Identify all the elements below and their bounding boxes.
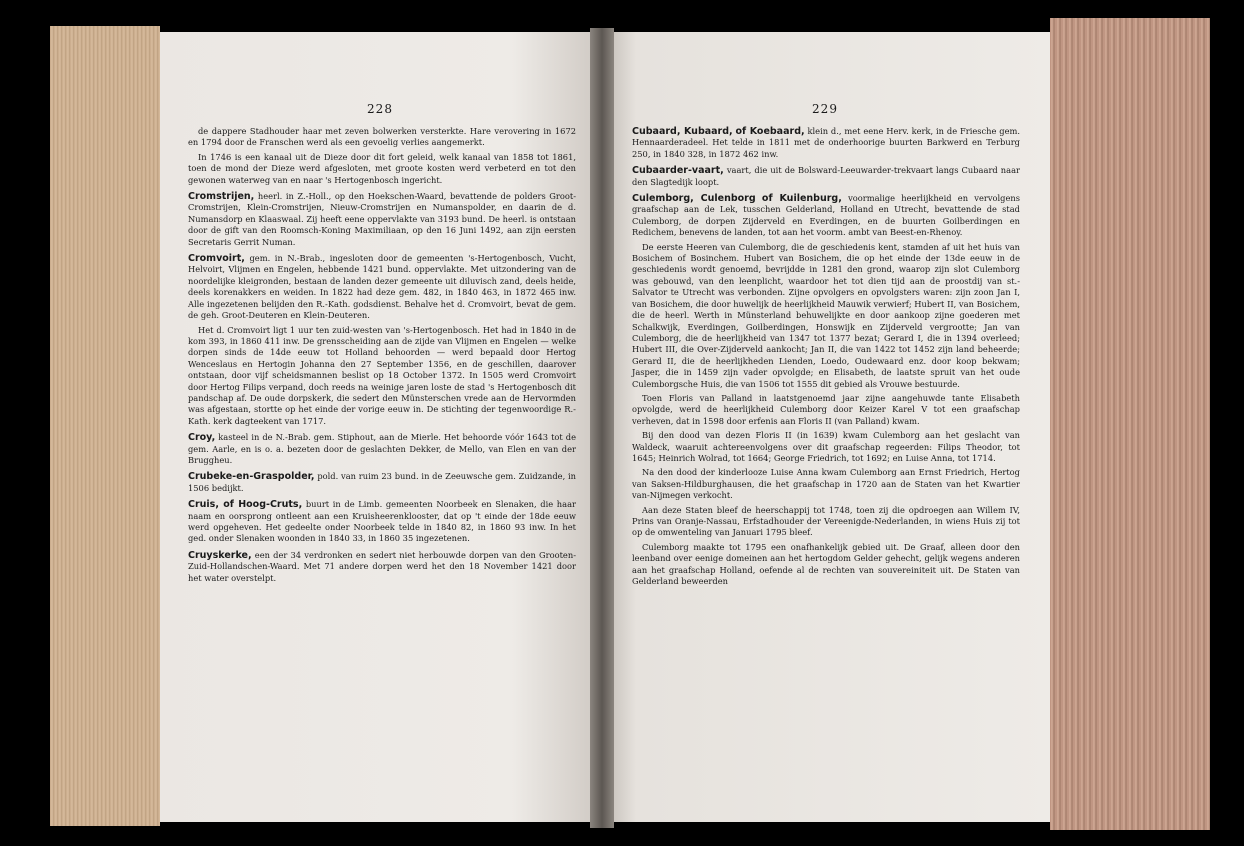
dictionary-entry — [188, 191, 576, 248]
dictionary-entry — [632, 165, 1020, 188]
paragraph — [632, 430, 1020, 464]
page-number-right: 229 — [812, 102, 838, 116]
paragraph-text: klein d., met eene Herv. kerk, in de Friesche gem. Hennaarderadeel. Het telde in 1811 met de onderhoorige buurten Barkwerd en Terburg 250, in 1840 328, in 1872 462 inw. — [632, 126, 1021, 159]
dictionary-entry — [632, 126, 1020, 160]
dictionary-entry — [188, 253, 576, 321]
paragraph — [632, 467, 1020, 501]
paragraph-text: De eerste Heeren van Culemborg, die de geschiedenis kent, stamden af uit het huis van Bosichem of Bosinchem. Hubert van Bosichem, die op het einde der 13de eeuw in de geschiedenis wordt genoemd, bevrijdde in 1281 den grond, waarop zijn slot Culemborg was gebouwd, van den leenplicht, waardoor het tot dien tijd aan de proostdij van st.-Salvator te Utrecht was verbonden. Zijne opvolgers en opvolgsters waren: zijn zoon Jan I, van Bosichem, die door huwelijk de heerlijkheid Mauwik verwierf; Hubert II, van Bosichem, die de heerl. Werth in Münsterland behuwelijkte en door aankoop zijne goederen met Schalkwijk, Everdingen, Goilberdingen, Honswijk en Zijderveld vergrootte; Jan van Culemborg, die de heerlijkheid van 1347 tot 1377 bezat; Gerard I, die in 1394 overleed; Hubert III, die Over-Zijderveld aankocht; Jan II, die van 1422 tot 1452 zijn land beheerde; Gerard II, die de heerlijkheden Lienden, Loedo, Oudewaard enz. door koop bekwam; Jasper, die in 1459 zijn vader opvolgde; en Elisabeth, de laatste spruit van het oude Culemborgsche Huis, die van 1506 tot 1555 dit gebied als Vrouwe bestuurde. — [632, 241, 1020, 389]
dictionary-entry — [188, 550, 576, 584]
paragraph — [188, 152, 576, 186]
paragraph-text: Na den dood der kinderlooze Luise Anna kwam Culemborg aan Ernst Friedrich, Hertog van Saksen-Hildburghausen, die het graafschap in 1720 aan de Staten van het Kwartier van-Nijmegen verkocht. — [632, 467, 1020, 501]
paragraph-text: pold. van ruim 23 bund. in de Zeeuwsche gem. Zuidzande, in 1506 bedijkt. — [188, 471, 576, 493]
paragraph-text: In 1746 is een kanaal uit de Dieze door dit fort geleid, welk kanaal van 1858 tot 1861, toen de mond der Dieze werd afgesloten, met groote kosten werd verbeterd en tot den gewonen waterweg van en naar 's Hertogenbosch ingericht. — [188, 151, 576, 185]
dictionary-entry — [632, 193, 1020, 239]
right-text-column — [600, 126, 1050, 587]
dictionary-entry — [188, 432, 576, 466]
page-number-left: 228 — [367, 102, 393, 116]
page-edges-right — [1050, 18, 1210, 830]
left-text-column — [160, 126, 600, 584]
entry-headword: Cruis, of Hoog-Cruts, — [188, 499, 303, 511]
entry-headword: Cubaarder-vaart, — [632, 165, 724, 177]
left-page — [160, 32, 600, 822]
entry-headword: Croy, — [188, 432, 216, 444]
paragraph-text: gem. in N.-Brab., ingesloten door de gemeenten 's-Hertogenbosch, Vucht, Helvoirt, Vlijmen en Engelen, hebbende 1421 bund. oppervlakte. Met uitzondering van de noordelijke kleigronden, bestaan de landen dezer gemeente uit diluvisch zand, deels heide, deels korenakkers en weiden. In 1822 had deze gem. 482, in 1840 463, in 1872 465 inw. Alle ingezetenen belijden den R.-Kath. godsdienst. Behalve het d. Cromvoirt, bevat de gem. de geh. Groot-Deuteren en Klein-Deuteren. — [188, 253, 577, 321]
paragraph-text: heerl. in Z.-Holl., op den Hoekschen-Waard, bevattende de polders Groot-Cromstrijen, Klein-Cromstrijen, Nieuw-Cromstrijen en Numanspolder, en daarin de d. Numansdorp en Klaaswaal. Zij heeft eene oppervlakte van 3193 bund. De heerl. is ontstaan door de gift van den Roomsch-Koning Maximiliaan, op den 16 Juni 1492, aan zijn eersten Secretaris Gerrit Numan. — [188, 191, 576, 247]
entry-headword: Cruyskerke, — [188, 549, 252, 561]
paragraph — [632, 542, 1020, 588]
paragraph-text: kasteel in de N.-Brab. gem. Stiphout, aan de Mierle. Het behoorde vóór 1643 tot de gem. Aarle, en is o. a. bezeten door de geslachten Dekker, de Mello, van Elen en van der Bruggheu. — [188, 432, 576, 465]
entry-headword: Cromvoirt, — [188, 253, 245, 265]
paragraph — [632, 505, 1020, 539]
paragraph-text: Toen Floris van Palland in laatstgenoemd jaar zijne aangehuwde tante Elisabeth opvolgde, werd de heerlijkheid Culemborg door Keizer Karel V tot een graafschap verheven, dat in 1598 door erfenis aan Floris II (van Palland) kwam. — [632, 392, 1020, 426]
entry-headword: Culemborg, Culenborg — [632, 193, 756, 205]
paragraph-text: Bij den dood van dezen Floris II (in 1639) kwam Culemborg aan het geslacht van Waldeck, waaruit achtereenvolgens over dit graafschap regeerden: Filips Theodor, tot 1645; Heinrich Wolrad, tot 1664; George Friedrich, tot 1692; en Luise Anna, tot 1714. — [632, 430, 1020, 463]
entry-headword-variant: of Koebaard, — [735, 126, 805, 137]
entry-headword: Crubeke-en-Graspolder, — [188, 471, 315, 483]
entry-headword-variant: of Kuilenburg, — [761, 193, 842, 205]
paragraph-text: vaart, die uit de Bolsward-Leeuwarder-trekvaart langs Cubaard naar den Slagtedijk loopt. — [632, 165, 1020, 187]
paragraph-text: Aan deze Staten bleef de heerschappij tot 1748, toen zij die opdroegen aan Willem IV, Prins van Oranje-Nassau, Erfstadhouder der Vereenigde-Nederlanden, in wiens Huis zij tot op de omwenteling van Januari 1795 bleef. — [632, 504, 1020, 538]
paragraph-text: Culemborg maakte tot 1795 een onafhankelijk gebied uit. De Graaf, alleen door den leenband over eenige domeinen aan het hertogdom Gelder gehecht, gelijk wegens anderen aan het graafschap Holland, oefende al de rechten van souvereiniteit uit. De Staten van Gelderland beweerden — [632, 541, 1020, 587]
book-gutter — [590, 28, 614, 828]
paragraph — [632, 242, 1020, 390]
paragraph-text: buurt in de Limb. gemeenten Noorbeek en Slenaken, die haar naam en oorsprong ontleent aan een Kruisheerenklooster, dat op 't einde der 18de eeuw werd opgeheven. Het gedeelte onder Noorbeek telde in 1840 82, in 1860 93 inw. In het ged. onder Slenaken woonden in 1840 33, in 1860 35 ingezetenen. — [188, 499, 577, 544]
dictionary-entry — [188, 499, 576, 545]
dictionary-entry — [188, 471, 576, 494]
paragraph — [632, 393, 1020, 427]
paragraph — [188, 126, 576, 149]
paragraph-text: een der 34 verdronken en sedert niet herbouwde dorpen van den Grooten-Zuid-Hollandschen-Waard. Met 71 andere dorpen werd het den 18 November 1421 door het water overstelpt. — [188, 549, 576, 583]
page-edges-left — [50, 26, 160, 826]
paragraph-text: de dappere Stadhouder haar met zeven bolwerken versterkte. Hare verovering in 1672 en 1794 door de Franschen werd als een gevoelig verlies aangemerkt. — [188, 126, 576, 148]
entry-headword: Cubaard, Kubaard, — [632, 126, 733, 137]
paragraph-text: voormalige heerlijkheid en vervolgens graafschap aan de Lek, tusschen Gelderland, Holland en Utrecht, bevattende de stad Culemborg, de dorpen Zijderveld en Everdingen, en de buurten Goilberdingen en Redichem, benevens de landen, tot aan het voorm. ambt van Beest-en-Rhenoy. — [632, 193, 1021, 238]
paragraph — [188, 325, 576, 428]
open-book — [50, 18, 1210, 838]
entry-headword: Cromstrijen, — [188, 191, 255, 203]
right-page — [600, 32, 1050, 822]
paragraph-text: Het d. Cromvoirt ligt 1 uur ten zuid-westen van 's-Hertogenbosch. Het had in 1840 in de kom 393, in 1860 411 inw. De grensscheiding aan de zijde van Vlijmen en Engelen — welke dorpen sinds de 14de eeuw tot Holland behoorden — werd bepaald door Hertog Wenceslaus en Hertogin Johanna den 27 September 1356, en de geschillen, daarover ontstaan, door vijf scheidsmannen beslist op 18 October 1372. In 1505 werd Cromvoirt door Hertog Filips verpand, doch reeds na weinige jaren loste de stad 's Hertogenbosch dit pandschap af. De oude dorpskerk, die sedert den Münsterschen vrede aan de Hervormden was afgestaan, stortte op het einde der vorige eeuw in. De stichting der tegenwoordige R.-Kath. kerk dagteekent van 1717. — [188, 324, 576, 426]
